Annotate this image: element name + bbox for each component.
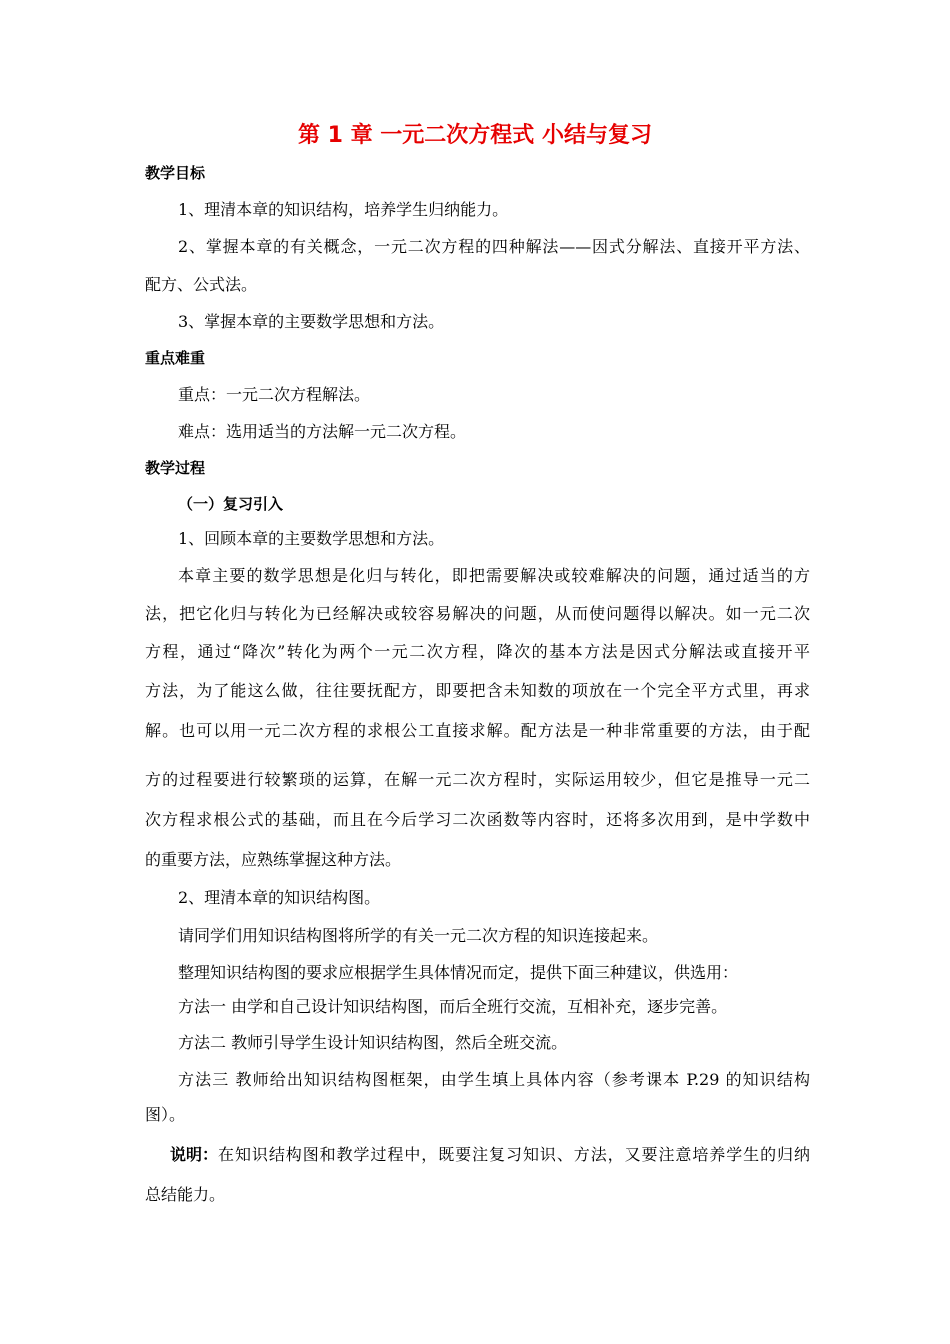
para1-line: 次方程求根公式的基础，而且在今后学习二次函数等内容时，还将多次用到，是中学数中 — [145, 810, 810, 829]
goal-3: 3、掌握本章的主要数学思想和方法。 — [178, 312, 445, 331]
focus-point: 重点：一元二次方程解法。 — [178, 385, 371, 404]
difficulty-point: 难点：选用适当的方法解一元二次方程。 — [178, 422, 467, 441]
process-heading: 教学过程 — [145, 459, 206, 477]
note-label: 说明： — [170, 1145, 219, 1164]
goals-heading: 教学目标 — [145, 164, 206, 182]
method-2: 方法二 教师引导学生设计知识结构图，然后全班交流。 — [178, 1033, 568, 1052]
para-2: 请同学们用知识结构图将所学的有关一元二次方程的知识连接起来。 — [178, 926, 659, 945]
para1-line: 解。也可以用一元二次方程的求根公工直接求解。配方法是一种非常重要的方法，由于配 — [145, 721, 810, 740]
para1-line: 本章主要的数学思想是化归与转化，即把需要解决或较难解决的问题，通过适当的方 — [178, 566, 810, 585]
note-line-2: 总结能力。 — [145, 1185, 226, 1204]
method-3-line-1: 方法三 教师给出知识结构图框架，由学生填上具体内容（参考课本 P.29 的知识结构 — [178, 1070, 810, 1089]
goal-1: 1、理清本章的知识结构，培养学生归纳能力。 — [178, 200, 509, 219]
para1-line: 方程，通过“降次”转化为两个一元二次方程，降次的基本方法是因式分解法或直接开平 — [145, 642, 810, 661]
goal-2-line-1: 2、掌握本章的有关概念，一元二次方程的四种解法——因式分解法、直接开平方法、 — [178, 237, 810, 256]
para1-line: 方法，为了能这么做，往往要抚配方，即要把含未知数的项放在一个完全平方式里，再求 — [145, 681, 810, 700]
document-title: 第 1 章 一元二次方程式 小结与复习 — [298, 123, 652, 148]
para1-line: 法，把它化归与转化为已经解决或较容易解决的问题，从而使问题得以解决。如一元二次 — [145, 604, 810, 623]
item-1: 1、回顾本章的主要数学思想和方法。 — [178, 529, 445, 548]
note-line-1 — [170, 1143, 810, 1167]
goal-2-line-2: 配方、公式法。 — [145, 275, 258, 294]
focus-heading: 重点难重 — [145, 349, 206, 367]
item-2: 2、理清本章的知识结构图。 — [178, 888, 381, 907]
para1-line: 的重要方法，应熟练掌握这种方法。 — [145, 850, 402, 869]
method-3-line-2: 图）。 — [145, 1105, 186, 1124]
para-3: 整理知识结构图的要求应根据学生具体情况而定，提供下面三种建议，供选用： — [178, 963, 739, 982]
para1-line: 方的过程要进行较繁琐的运算，在解一元二次方程时，实际运用较少，但它是推导一元二 — [145, 770, 810, 789]
method-1: 方法一 由学和自己设计知识结构图，而后全班行交流，互相补充，逐步完善。 — [178, 997, 728, 1016]
note-text: 在知识结构图和教学过程中，既要注复习知识、方法，又要注意培养学生的归纳 — [218, 1145, 810, 1164]
section-heading-review: （一）复习引入 — [178, 495, 284, 513]
